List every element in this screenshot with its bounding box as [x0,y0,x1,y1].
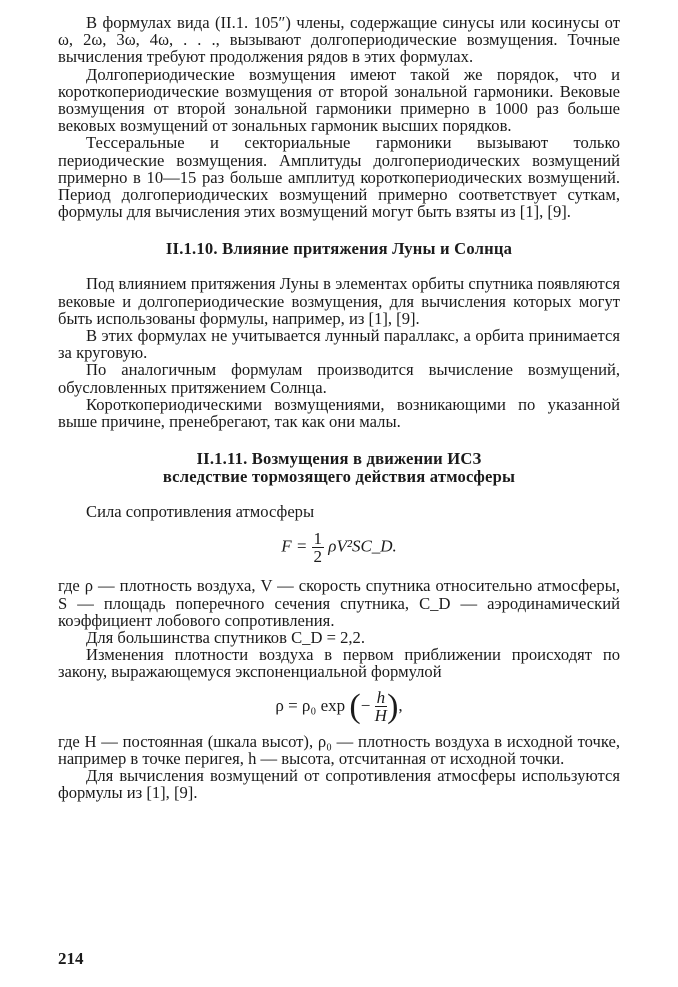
paragraph-sun-attraction: По аналогичным формулам производится вычисление возмущений, обусловленных притяжением Солнца. [58,360,620,397]
paragraph-drag-formulas: Для вычисления возмущений от сопротивления атмосферы используются формулы из [1], [9]. [58,766,620,803]
paragraph-lunar-parallax: В этих формулах не учитывается лунный параллакс, а орбита принимается за круговую. [58,326,620,363]
paragraph-drag-force-intro: Сила сопротивления атмосферы [86,502,315,522]
paragraph-long-period-intro: В формулах вида (II.1. 105″) члены, содержащие синусы или косинусы от ω, 2ω, 3ω, 4ω, . . ., вызывают долгопериодические возмущения. Точные вычисления требуют продолжения рядов в этих формулах. [58,13,620,67]
paragraph-density-law: Изменения плотности воздуха в первом приближении происходят по закону, выражающемуся экспоненциальной формулой [58,645,620,682]
page-number: 214 [58,949,84,968]
formula-density [58,687,620,727]
formula-density-lhs: ρ = ρ₀ exp [275,695,346,715]
section-heading-drag-line2: вследствие тормозящего действия атмосферы [162,467,516,487]
fraction-numerator-h: h [376,688,386,708]
paragraph-moon-attraction: Под влиянием притяжения Луны в элементах орбиты спутника появляются вековые и долгопериодические возмущения, для вычисления которых могут быть использованы формулы, например, из [1], [9]. [58,274,620,328]
paragraph-tesseral-harmonics: Тессеральные и секториальные гармоники вызывают только периодические возмущения. Амплитуды долгопериодических возмущений примерно в 10—15 раз больше амплитуд короткопериодических возмущений. Период долгопериодических возмущений примерно соответствует суткам, формулы для вычисления этих возмущений могут быть взяты из [1], [9]. [58,133,620,222]
paragraph-long-period-order: Долгопериодические возмущения имеют такой же порядок, что и короткопериодические возмущения от второй зональной гармоники. Вековые возмущения от второй зональной гармоники примерно в 1000 раз больше вековых возмущений от зональных гармоник высших порядков. [58,64,620,136]
fraction-denominator-H: H [374,706,387,726]
text-column [58,14,620,802]
fraction-denominator: 2 [313,547,323,567]
paragraph-cd-value: Для большинства спутников C_D = 2,2. [86,628,365,648]
right-paren: ) [387,687,399,725]
section-heading-moon-sun: II.1.10. Влияние притяжения Луны и Солнца [165,239,513,259]
formula-drag-lhs: F = [281,536,308,556]
formula-drag-rhs: ρV²SC_D. [328,536,397,556]
paragraph-short-period-neglect: Короткопериодическими возмущениями, возникающими по указанной выше причине, пренебрегают, так как они малы. [58,394,620,432]
formula-drag-force [58,530,620,565]
formula-density-fraction [375,689,388,724]
formula-density-comma: , [398,695,403,715]
left-paren: ( [349,687,361,725]
paragraph-scale-height: где H — постоянная (шкала высот), ρ₀ — плотность воздуха в исходной точке, например в точке перигея, h — высота, отсчитанная от исходной точки. [58,731,620,768]
formula-drag-fraction [312,530,325,565]
paragraph-drag-variables: где ρ — плотность воздуха, V — скорость спутника относительно атмосферы, S — площадь поперечного сечения спутника, C_D — аэродинамический коэффициент лобового сопротивления. [58,576,620,630]
formula-density-minus: − [360,695,371,715]
section-heading-drag-line1: II.1.11. Возмущения в движении ИСЗ [196,449,482,469]
fraction-numerator: 1 [313,529,323,549]
